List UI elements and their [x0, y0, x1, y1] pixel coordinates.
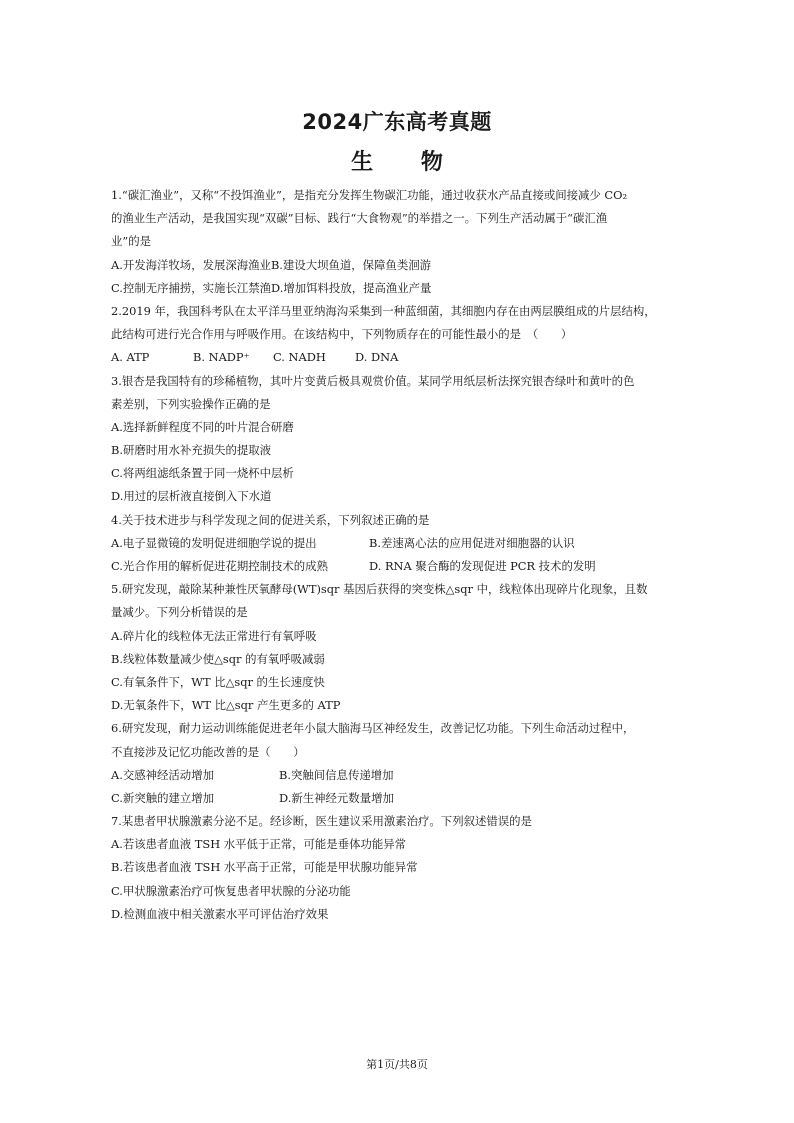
- option-b: B.突触间信息传递增加: [279, 767, 394, 782]
- question-3-stem-line-2: 素差别，下列实验操作正确的是: [111, 396, 271, 411]
- option-c: C.控制无序捕捞，实施长江禁渔: [111, 280, 272, 295]
- option-d: D.检测血液中相关激素水平可评估治疗效果: [111, 906, 329, 921]
- question-4: [111, 509, 691, 579]
- option-c: C.有氧条件下，WT 比△sqr 的生长速度快: [111, 674, 325, 689]
- option-d: D.用过的层析液直接倒入下水道: [111, 489, 272, 504]
- page-number-footer: 第1页/共8页: [366, 1058, 428, 1071]
- option-b: B.线粒体数量减少使△sqr 的有氧呼吸减弱: [111, 651, 325, 666]
- subject-char-2: 物: [420, 150, 443, 175]
- question-2-stem-line-1: 2.2019 年，我国科考队在太平洋马里亚纳海沟采集到一种蓝细菌，其细胞内存在由两层膜组成的片层结构，: [111, 303, 656, 318]
- question-1: [111, 184, 691, 300]
- option-a: A.若该患者血液 TSH 水平低于正常，可能是垂体功能异常: [111, 837, 407, 852]
- question-5-stem-line-1: 5.研究发现，敲除某种兼性厌氧酵母(WT)sqr 基因后获得的突变株△sqr 中，线粒体出现碎片化现象，且数: [111, 582, 648, 597]
- option-b: B. NADP⁺: [193, 350, 250, 365]
- question-5-stem-line-2: 量减少。下列分析错误的是: [111, 605, 248, 620]
- option-a: A.电子显微镜的发明促进细胞学说的提出: [111, 535, 317, 550]
- question-4-options-row-1: [111, 532, 691, 555]
- option-c: C.光合作用的解析促进花期控制技术的成熟: [111, 559, 328, 573]
- option-c: C.新突触的建立增加: [111, 790, 215, 805]
- question-3: [111, 370, 691, 509]
- question-1-options-row-2: [111, 277, 691, 300]
- question-1-stem-line-1: 1.“碳汇渔业”，又称“不投饵渔业”，是指充分发挥生物碳汇功能，通过收获水产品直接或间接减少 CO₂: [111, 188, 628, 202]
- option-d: D.无氧条件下，WT 比△sqr 产生更多的 ATP: [111, 698, 341, 713]
- question-6-stem-line-2: 不直接涉及记忆功能改善的是（ ）: [111, 744, 305, 759]
- question-6-options-row-1: [111, 764, 691, 787]
- option-a: A.开发海洋牧场，发展深海渔业: [111, 257, 271, 272]
- question-2-options-row: [111, 346, 691, 369]
- option-d: D.新生神经元数量增加: [279, 790, 394, 805]
- question-1-options-row-1: [111, 254, 691, 277]
- question-6: [111, 717, 691, 810]
- option-d: D.增加饵料投放，提高渔业产量: [271, 280, 432, 295]
- option-d: D. RNA 聚合酶的发现促进 PCR 技术的发明: [369, 559, 596, 573]
- question-1-stem-line-3: 业”的是: [111, 234, 151, 249]
- question-3-stem-line-1: 3.银杏是我国特有的珍稀植物，其叶片变黄后极具观赏价值。某同学用纸层析法探究银杏绿叶和黄叶的色: [111, 373, 635, 388]
- subject-heading: [0, 145, 794, 176]
- option-c: C.将两组滤纸条置于同一烧杯中层析: [111, 466, 294, 481]
- option-c: C.甲状腺激素治疗可恢复患者甲状腺的分泌功能: [111, 883, 351, 898]
- question-4-options-row-2: [111, 555, 691, 578]
- question-7: [111, 810, 691, 926]
- page-title: 2024广东高考真题: [302, 110, 492, 134]
- option-b: B.若该患者血液 TSH 水平高于正常，可能是甲状腺功能异常: [111, 860, 418, 875]
- option-a: A.交感神经活动增加: [111, 767, 214, 782]
- questions-body: [111, 184, 691, 926]
- question-6-options-row-2: [111, 787, 691, 810]
- option-b: B.研磨时用水补充损失的提取液: [111, 443, 272, 458]
- option-b: B.建设大坝鱼道，保障鱼类洄游: [270, 257, 432, 272]
- question-1-stem-line-2: 的渔业生产活动，是我国实现“双碳”目标、践行“大食物观”的举措之一。下列生产活动属于“碳汇渔: [111, 211, 608, 226]
- question-6-stem-line-1: 6.研究发现，耐力运动训练能促进老年小鼠大脑海马区神经发生，改善记忆功能。下列生命活动过程中，: [111, 721, 635, 736]
- option-a: A.选择新鲜程度不同的叶片混合研磨: [111, 419, 294, 434]
- question-2: [111, 300, 691, 370]
- question-5: [111, 578, 691, 717]
- option-a: A.碎片化的线粒体无法正常进行有氧呼吸: [111, 628, 317, 643]
- question-4-stem-line-1: 4.关于技术进步与科学发现之间的促进关系，下列叙述正确的是: [111, 512, 430, 527]
- option-a: A. ATP: [111, 350, 150, 365]
- option-c: C. NADH: [273, 350, 326, 365]
- question-2-stem-line-2: 此结构可进行光合作用与呼吸作用。在该结构中，下列物质存在的可能性最小的是 （ ）: [111, 327, 573, 342]
- option-d: D. DNA: [355, 350, 399, 365]
- subject-char-1: 生: [351, 150, 374, 175]
- option-b: B.差速离心法的应用促进对细胞器的认识: [369, 535, 575, 550]
- question-7-stem-line-1: 7.某患者甲状腺激素分泌不足。经诊断，医生建议采用激素治疗。下列叙述错误的是: [111, 814, 532, 829]
